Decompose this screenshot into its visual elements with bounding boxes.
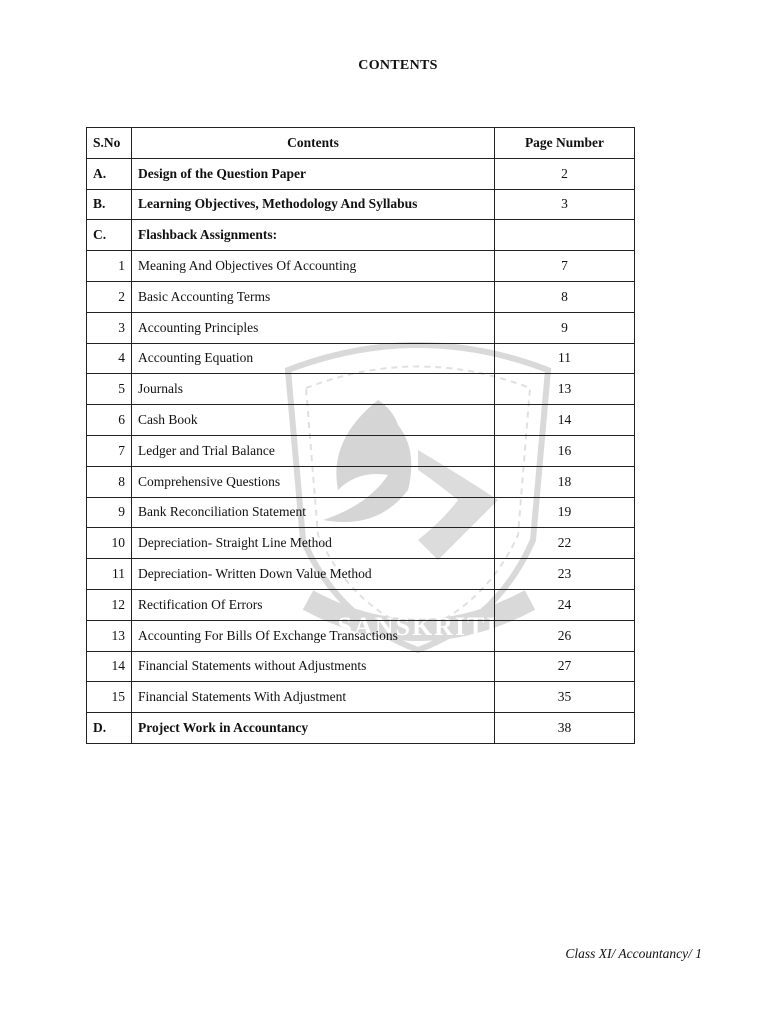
row-contents: Learning Objectives, Methodology And Syllabus	[132, 189, 495, 220]
row-sno: 9	[87, 497, 132, 528]
row-sno: 3	[87, 312, 132, 343]
row-contents: Bank Reconciliation Statement	[132, 497, 495, 528]
row-sno: D.	[87, 713, 132, 744]
row-page: 3	[495, 189, 635, 220]
row-contents: Project Work in Accountancy	[132, 713, 495, 744]
row-sno: A.	[87, 158, 132, 189]
row-contents: Flashback Assignments:	[132, 220, 495, 251]
table-row	[87, 559, 635, 590]
row-sno: 12	[87, 589, 132, 620]
row-page	[495, 220, 635, 251]
row-page: 38	[495, 713, 635, 744]
table-row	[87, 713, 635, 744]
row-sno: 7	[87, 435, 132, 466]
row-page: 8	[495, 281, 635, 312]
row-contents: Meaning And Objectives Of Accounting	[132, 251, 495, 282]
row-sno: 10	[87, 528, 132, 559]
table-row	[87, 158, 635, 189]
table-row	[87, 466, 635, 497]
table-row	[87, 343, 635, 374]
header-contents: Contents	[132, 128, 495, 159]
page-footer: Class XI/ Accountancy/ 1	[565, 946, 702, 961]
row-page: 7	[495, 251, 635, 282]
row-contents: Journals	[132, 374, 495, 405]
table-row	[87, 528, 635, 559]
table-row	[87, 374, 635, 405]
row-contents: Design of the Question Paper	[132, 158, 495, 189]
table-row	[87, 312, 635, 343]
row-contents: Depreciation- Straight Line Method	[132, 528, 495, 559]
table-row	[87, 589, 635, 620]
row-sno: 6	[87, 405, 132, 436]
row-page: 23	[495, 559, 635, 590]
row-page: 24	[495, 589, 635, 620]
table-row	[87, 251, 635, 282]
row-page: 22	[495, 528, 635, 559]
row-contents: Ledger and Trial Balance	[132, 435, 495, 466]
row-sno: 15	[87, 682, 132, 713]
row-page: 19	[495, 497, 635, 528]
row-page: 18	[495, 466, 635, 497]
row-contents: Accounting Equation	[132, 343, 495, 374]
row-page: 26	[495, 620, 635, 651]
row-sno: 5	[87, 374, 132, 405]
row-contents: Financial Statements without Adjustments	[132, 651, 495, 682]
row-contents: Depreciation- Written Down Value Method	[132, 559, 495, 590]
row-contents: Rectification Of Errors	[132, 589, 495, 620]
row-sno: B.	[87, 189, 132, 220]
table-row	[87, 281, 635, 312]
row-sno: 13	[87, 620, 132, 651]
row-page: 11	[495, 343, 635, 374]
header-sno: S.No	[87, 128, 132, 159]
table-row	[87, 651, 635, 682]
table-row	[87, 435, 635, 466]
row-page: 2	[495, 158, 635, 189]
row-sno: 4	[87, 343, 132, 374]
row-contents: Financial Statements With Adjustment	[132, 682, 495, 713]
row-sno: C.	[87, 220, 132, 251]
row-contents: Accounting Principles	[132, 312, 495, 343]
svg-text:SANSKRITI: SANSKRITI	[337, 612, 499, 641]
table-row	[87, 220, 635, 251]
table-row	[87, 405, 635, 436]
table-row	[87, 189, 635, 220]
table-row	[87, 497, 635, 528]
row-contents: Cash Book	[132, 405, 495, 436]
table-header-row	[87, 128, 635, 159]
row-contents: Basic Accounting Terms	[132, 281, 495, 312]
row-sno: 14	[87, 651, 132, 682]
row-page: 14	[495, 405, 635, 436]
row-sno: 1	[87, 251, 132, 282]
row-sno: 8	[87, 466, 132, 497]
row-sno: 11	[87, 559, 132, 590]
table-row	[87, 620, 635, 651]
row-contents: Accounting For Bills Of Exchange Transactions	[132, 620, 495, 651]
header-page-number: Page Number	[495, 128, 635, 159]
table-row	[87, 682, 635, 713]
row-contents: Comprehensive Questions	[132, 466, 495, 497]
row-sno: 2	[87, 281, 132, 312]
row-page: 9	[495, 312, 635, 343]
page-title: CONTENTS	[358, 58, 438, 73]
row-page: 16	[495, 435, 635, 466]
contents-table	[86, 127, 635, 744]
row-page: 35	[495, 682, 635, 713]
row-page: 13	[495, 374, 635, 405]
row-page: 27	[495, 651, 635, 682]
